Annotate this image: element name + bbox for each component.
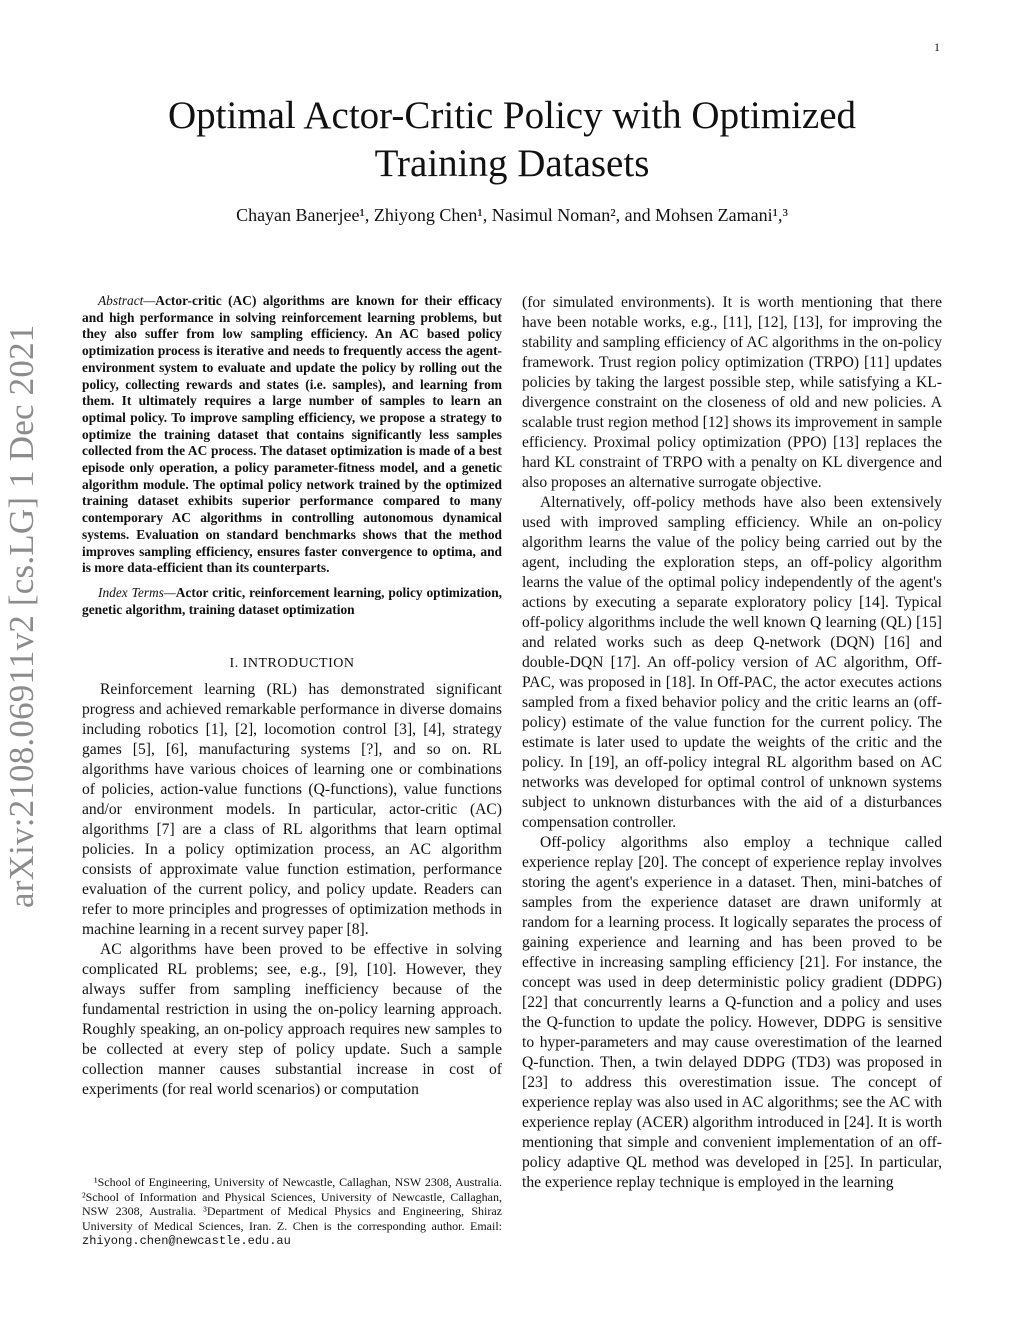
index-terms [82, 585, 502, 618]
abstract [82, 293, 502, 577]
paper-title-line-1: Optimal Actor-Critic Policy with Optimized [167, 94, 857, 137]
section-heading-introduction: I. INTRODUCTION [229, 656, 355, 672]
paper-title-line-2: Training Datasets [374, 142, 650, 185]
abstract-label: Abstract— [98, 293, 156, 308]
corresponding-author-email: zhiyong.chen@newcastle.edu.au [82, 1234, 291, 1248]
abstract-text: Actor-critic (AC) algorithms are known for their efficacy and high performance in solving reinforcement learning problems, but they also suffer from low sampling efficiency. An AC based policy optimization process is iterative and needs to frequently access the agent-environment system to evaluate and update the policy by rolling out the policy, collecting rewards and states (i.e. samples), and learning from them. It ultimately requires a large number of samples to learn an optimal policy. To improve sampling efficiency, we propose a strategy to optimize the training dataset that contains significantly less samples collected from the AC process. The dataset optimization is made of a best episode only operation, a policy parameter-fitness model, and a genetic algorithm module. The optimal policy network trained by the optimized training dataset exhibits superior performance compared to many contemporary AC algorithms in controlling autonomous dynamical systems. Evaluation on standard benchmarks shows that the method improves sampling efficiency, ensures faster convergence to optima, and is more data-efficient than its counterparts. [82, 293, 502, 576]
right-column [522, 293, 942, 1193]
author-list: Chayan Banerjee¹, Zhiyong Chen¹, Nasimul Noman², and Mohsen Zamani¹,³ [236, 205, 788, 225]
intro-paragraph-2: AC algorithms have been proved to be effective in solving complicated RL problems; see, e.g., [9], [10]. However, they always suffer from sampling inefficiency because of the fundamental restriction in using the on-policy learning approach. Roughly speaking, an on-policy approach requires new samples to be collected at every step of policy update. Such a sample collection manner causes substantial increase in cost of experiments (for real world scenarios) or computation [82, 941, 502, 1099]
paper-title [0, 92, 1024, 188]
affiliation-footnote [82, 1175, 502, 1249]
right-paragraph-1: (for simulated environments). It is worth mentioning that there have been notable works, e.g., [11], [12], [13], for improving the stability and sampling efficiency of AC algorithms in the on-policy framework. Trust region policy optimization (TRPO) [11] updates policies by taking the largest possible step, while satisfying a KL-divergence constraint on the closeness of old and new policies. A scalable trust region method [12] shows its improvement in sample efficiency. Proximal policy optimization (PPO) [13] replaces the hard KL constraint of TRPO with a penalty on KL divergence and also proposes an alternative surrogate objective. [522, 294, 942, 491]
page-number: 1 [934, 40, 940, 54]
right-paragraph-2: Alternatively, off-policy methods have also been extensively used with improved sampling efficiency. While an on-policy algorithm learns the value of the policy being carried out by the agent, including the exploration steps, an off-policy algorithm learns the value of the optimal policy independently of the agent's actions by executing a separate exploratory policy [14]. Typical off-policy algorithms include the well known Q learning (QL) [15] and related works such as deep Q-network (DQN) [16] and double-DQN [17]. An off-policy version of AC algorithm, Off-PAC, was proposed in [18]. In Off-PAC, the actor executes actions sampled from a fixed behavior policy and the critic learns an (off-policy) estimate of the value function for the current policy. The estimate is later used to update the weights of the critic and the policy. In [19], an off-policy integral RL algorithm based on AC networks was developed for optimal control of unknown systems subject to unknown disturbances with the aid of a disturbances compensation controller. [522, 494, 942, 831]
footnote-text: ¹School of Engineering, University of Newcastle, Callaghan, NSW 2308, Australia. ²School of Information and Physical Sciences, University of Newcastle, Callaghan, NSW 2308, Australia. ³Department of Medical Physics and Engineering, Shiraz University of Medical Sciences, Iran. Z. Chen is the corresponding author. Email: [82, 1175, 502, 1233]
index-terms-label: Index Terms— [98, 584, 176, 600]
arxiv-identifier-stamp: arXiv:2108.06911v2 [cs.LG] 1 Dec 2021 [2, 324, 41, 908]
left-column [82, 293, 502, 1100]
index-terms-text: Actor critic, reinforcement learning, policy optimization, genetic algorithm, training dataset optimization [82, 584, 502, 617]
intro-paragraph-1: Reinforcement learning (RL) has demonstrated significant progress and achieved remarkable performance in diverse domains including robotics [1], [2], locomotion control [3], [4], strategy games [5], [6], manufacturing systems [?], and so on. RL algorithms have various choices of learning one or combinations of policies, action-value functions (Q-functions), value functions and/or environment models. In particular, actor-critic (AC) algorithms [7] are a class of RL algorithms that learn optimal policies. In a policy optimization process, an AC algorithm consists of approximate value function estimation, performance evaluation of the current policy, and policy update. Readers can refer to more principles and progresses of optimization methods in machine learning in a recent survey paper [8]. [82, 681, 502, 939]
right-paragraph-3: Off-policy algorithms also employ a technique called experience replay [20]. The concept of experience replay involves storing the agent's experience in a dataset. Then, mini-batches of samples from the experience dataset are drawn uniformly at random for a learning process. It logically separates the process of gaining experience and learning and has been proved to be effective in increasing sampling efficiency [21]. For instance, the concept was used in deep deterministic policy gradient (DDPG) [22] that concurrently learns a Q-function and a policy and uses the Q-function to update the policy. However, DDPG is sensitive to hyper-parameters and may cause overestimation of the learned Q-function. Then, a twin delayed DDPG (TD3) was proposed in [23] to address this overestimation issue. The concept of experience replay was also used in AC algorithms; see the AC with experience replay (ACER) algorithm introduced in [24]. It is worth mentioning that simple and convenient implementation of an off-policy adaptive QL method was developed in [25]. In particular, the experience replay technique is employed in the learning [522, 834, 942, 1191]
